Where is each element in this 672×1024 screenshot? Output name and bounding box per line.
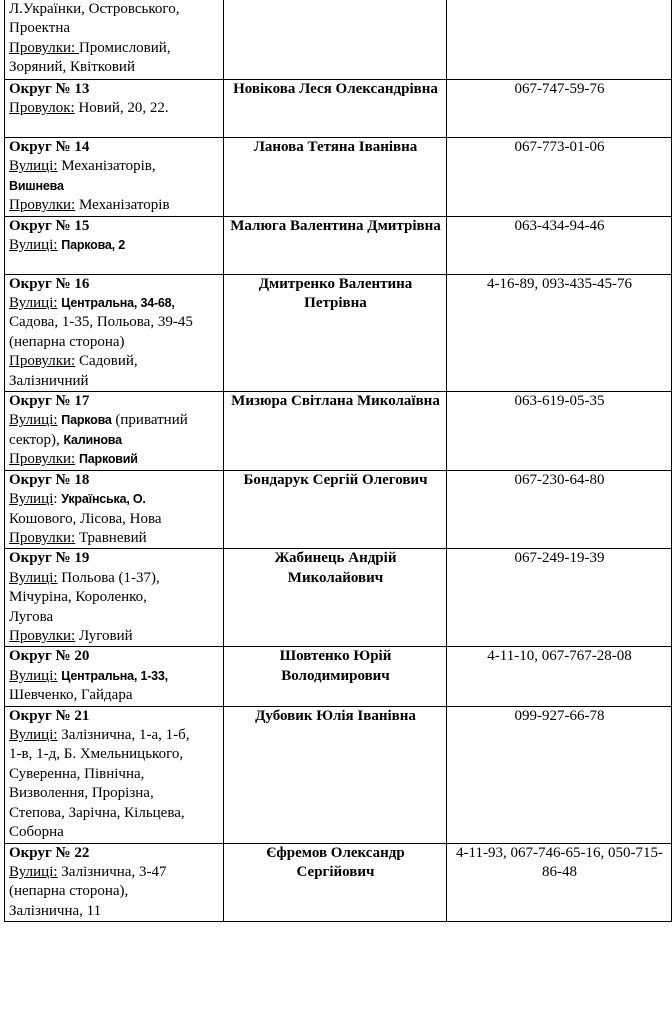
street-line bbox=[9, 588, 220, 607]
deputy-name-cell bbox=[224, 274, 447, 391]
table-row bbox=[5, 80, 672, 138]
street-line bbox=[9, 294, 220, 313]
street-line bbox=[9, 490, 220, 509]
phone-numbers: 4-16-89, 093-435-45-76 bbox=[487, 275, 632, 292]
street-type-label: Вулиці: bbox=[9, 412, 58, 429]
street-line bbox=[9, 627, 220, 646]
street-line bbox=[9, 58, 220, 77]
deputy-name-cell bbox=[224, 0, 447, 80]
district-title: Округ № 18 bbox=[9, 471, 90, 488]
phone-cell bbox=[447, 647, 672, 706]
street-text: Шевченко, Гайдара bbox=[9, 687, 133, 704]
street-text: Суверенна, Північна, bbox=[9, 765, 145, 782]
phone-cell bbox=[447, 216, 672, 274]
street-type-label: Вулиці: bbox=[9, 569, 58, 586]
district-cell bbox=[5, 138, 224, 217]
table-row bbox=[5, 843, 672, 922]
deputy-name-cell bbox=[224, 647, 447, 706]
street-line bbox=[9, 450, 220, 469]
districts-table-body bbox=[5, 0, 672, 922]
table-row bbox=[5, 392, 672, 471]
street-text: Проектна bbox=[9, 20, 71, 37]
deputy-name: Дубовик Юлія Іванівна bbox=[255, 707, 416, 724]
street-line bbox=[9, 882, 220, 901]
district-title: Округ № 21 bbox=[9, 707, 90, 724]
street-type-label: Вулиці: bbox=[9, 237, 58, 254]
deputy-name-cell bbox=[224, 138, 447, 217]
phone-cell bbox=[447, 80, 672, 138]
street-line bbox=[9, 863, 220, 882]
street-type-label: Вулиці: bbox=[9, 295, 58, 312]
deputy-name: Новікова Леся Олександрівна bbox=[233, 81, 438, 97]
street-text: сектор), bbox=[9, 431, 64, 448]
street-line bbox=[9, 745, 220, 764]
phone-cell bbox=[447, 138, 672, 217]
street-line bbox=[9, 686, 220, 705]
street-line bbox=[9, 236, 220, 255]
deputy-name: Мизюра Світлана Миколаївна bbox=[231, 393, 440, 410]
street-text: Залізнична, 11 bbox=[9, 902, 102, 919]
street-text: Лугова bbox=[9, 608, 54, 625]
phone-cell bbox=[447, 392, 672, 471]
table-row bbox=[5, 549, 672, 647]
table-row bbox=[5, 216, 672, 274]
deputy-name: Дмитренко Валентина Петрівна bbox=[258, 275, 413, 312]
street-text: Садова, 1-35, Польова, 39-45 bbox=[9, 314, 193, 331]
street-line bbox=[9, 823, 220, 842]
street-text: 1-в, 1-д, Б. Хмельницького, bbox=[9, 746, 184, 763]
district-cell bbox=[5, 80, 224, 138]
district-cell bbox=[5, 274, 224, 391]
phone-numbers: 067-747-59-76 bbox=[514, 81, 605, 97]
phone-numbers: 4-11-93, 067-746-65-16, 050-715-86-48 bbox=[456, 844, 663, 880]
street-line bbox=[9, 352, 220, 371]
district-title: Округ № 16 bbox=[9, 275, 90, 292]
deputy-name-cell bbox=[224, 80, 447, 138]
table-row bbox=[5, 647, 672, 706]
street-line bbox=[9, 157, 220, 176]
phone-cell bbox=[447, 0, 672, 80]
phone-cell bbox=[447, 470, 672, 549]
deputy-name-cell bbox=[224, 843, 447, 922]
district-title: Округ № 13 bbox=[9, 81, 90, 97]
street-type-label: Вулиці bbox=[9, 491, 54, 508]
phone-cell bbox=[447, 706, 672, 843]
street-line bbox=[9, 765, 220, 784]
street-text: (непарна сторона), bbox=[9, 883, 129, 900]
street-text: Залізнична, 1-а, 1-б, bbox=[57, 726, 190, 743]
street-type-label: Провулки: bbox=[9, 39, 79, 56]
street-line bbox=[9, 196, 220, 215]
street-line bbox=[9, 569, 220, 588]
table-row bbox=[5, 0, 672, 80]
street-text: Луговий bbox=[75, 627, 133, 644]
district-title: Округ № 14 bbox=[9, 139, 90, 155]
phone-numbers: 4-11-10, 067-767-28-08 bbox=[487, 648, 632, 665]
street-text: Визволення, Прорізна, bbox=[9, 785, 154, 802]
street-name-bold: Паркова, 2 bbox=[61, 238, 125, 253]
street-line bbox=[9, 411, 220, 430]
street-line bbox=[9, 313, 220, 332]
street-name-bold: Центральна, 1-33, bbox=[61, 668, 168, 683]
district-cell bbox=[5, 843, 224, 922]
street-text: Залізничний bbox=[9, 372, 89, 389]
table-row bbox=[5, 470, 672, 549]
street-name-bold: Вишнева bbox=[9, 178, 64, 193]
district-title: Округ № 20 bbox=[9, 648, 90, 665]
street-text: Промисловий, bbox=[78, 39, 171, 56]
phone-cell bbox=[447, 843, 672, 922]
street-text: Залізнична, 3-47 bbox=[57, 863, 167, 880]
district-title: Округ № 19 bbox=[9, 550, 90, 567]
deputy-name-cell bbox=[224, 706, 447, 843]
street-text: Кошового, Лісова, Нова bbox=[9, 510, 162, 527]
street-name-bold: Паркова bbox=[61, 413, 112, 428]
street-line bbox=[9, 804, 220, 823]
street-text: Механізаторів bbox=[75, 197, 170, 214]
street-type-label: Провулки: bbox=[9, 197, 76, 214]
street-name-bold: Калинова bbox=[63, 432, 122, 447]
phone-cell bbox=[447, 274, 672, 391]
deputy-name-cell bbox=[224, 549, 447, 647]
street-text: Мічуріна, Короленко, bbox=[9, 589, 147, 606]
phone-numbers: 063-434-94-46 bbox=[514, 217, 605, 234]
street-line bbox=[9, 19, 220, 38]
deputy-name: Малюга Валентина Дмитрівна bbox=[230, 217, 441, 234]
street-line bbox=[9, 510, 220, 529]
street-type-label: Провулок: bbox=[9, 100, 75, 117]
table-row bbox=[5, 274, 672, 391]
district-cell bbox=[5, 706, 224, 843]
street-text: Механізаторів, bbox=[57, 158, 156, 175]
district-cell bbox=[5, 392, 224, 471]
street-name-bold: Парковий bbox=[78, 452, 138, 467]
street-text: Зоряний, Квітковий bbox=[9, 59, 135, 76]
street-type-label: Провулки: bbox=[9, 353, 76, 370]
street-text: : bbox=[53, 491, 62, 508]
deputy-name-cell bbox=[224, 470, 447, 549]
street-text: Польова (1-37), bbox=[57, 569, 160, 586]
street-line bbox=[9, 784, 220, 803]
street-type-label: Вулиці: bbox=[9, 726, 58, 743]
street-type-label: Вулиці: bbox=[9, 667, 58, 684]
phone-numbers: 067-230-64-80 bbox=[514, 471, 605, 488]
street-text: Л.Українки, Островського, bbox=[9, 1, 180, 17]
deputy-name: Єфремов Олександр Сергійович bbox=[266, 844, 405, 880]
street-name-bold: Центральна, 34-68, bbox=[61, 296, 175, 311]
street-line bbox=[9, 0, 220, 19]
street-line bbox=[9, 902, 220, 921]
phone-numbers: 067-773-01-06 bbox=[514, 139, 605, 155]
street-type-label: Вулиці: bbox=[9, 863, 58, 880]
district-cell bbox=[5, 647, 224, 706]
street-text: Соборна bbox=[9, 824, 64, 840]
street-line bbox=[9, 726, 220, 745]
street-text: Новий, 20, 22. bbox=[74, 100, 169, 117]
street-type-label: Провулки: bbox=[9, 529, 76, 546]
deputy-name: Шовтенко Юрій Володимирович bbox=[279, 648, 392, 684]
street-text: (непарна сторона) bbox=[9, 333, 125, 350]
street-text: Степова, Зарічна, Кільцева, bbox=[9, 804, 185, 821]
street-text: Садовий, bbox=[75, 353, 138, 370]
street-line bbox=[9, 99, 220, 118]
street-line bbox=[9, 39, 220, 58]
street-type-label: Провулки: bbox=[9, 451, 76, 468]
street-line bbox=[9, 529, 220, 548]
deputy-name: Ланова Тетяна Іванівна bbox=[253, 139, 418, 155]
district-cell bbox=[5, 216, 224, 274]
phone-numbers: 099-927-66-78 bbox=[514, 707, 605, 724]
table-row bbox=[5, 138, 672, 217]
street-line bbox=[9, 177, 220, 196]
district-cell bbox=[5, 549, 224, 647]
phone-numbers: 067-249-19-39 bbox=[514, 550, 605, 567]
deputy-name-cell bbox=[224, 216, 447, 274]
table-row bbox=[5, 706, 672, 843]
street-line bbox=[9, 333, 220, 352]
phone-cell bbox=[447, 549, 672, 647]
district-cell bbox=[5, 470, 224, 549]
street-name-bold: Українська, О. bbox=[61, 492, 146, 507]
street-text: (приватний bbox=[111, 412, 188, 429]
street-line bbox=[9, 608, 220, 627]
street-line bbox=[9, 372, 220, 391]
districts-table bbox=[4, 0, 672, 922]
deputy-name-cell bbox=[224, 392, 447, 471]
street-text: Травневий bbox=[75, 529, 147, 546]
district-cell bbox=[5, 0, 224, 80]
street-line bbox=[9, 667, 220, 686]
district-title: Округ № 22 bbox=[9, 844, 90, 861]
street-type-label: Провулки: bbox=[9, 627, 76, 644]
district-title: Округ № 17 bbox=[9, 393, 90, 410]
deputy-name: Жабинець Андрій Миколайович bbox=[274, 550, 397, 586]
street-type-label: Вулиці: bbox=[9, 158, 58, 175]
deputy-name: Бондарук Сергій Олегович bbox=[243, 471, 428, 488]
street-line bbox=[9, 431, 220, 450]
district-title: Округ № 15 bbox=[9, 217, 90, 234]
phone-numbers: 063-619-05-35 bbox=[514, 393, 605, 410]
